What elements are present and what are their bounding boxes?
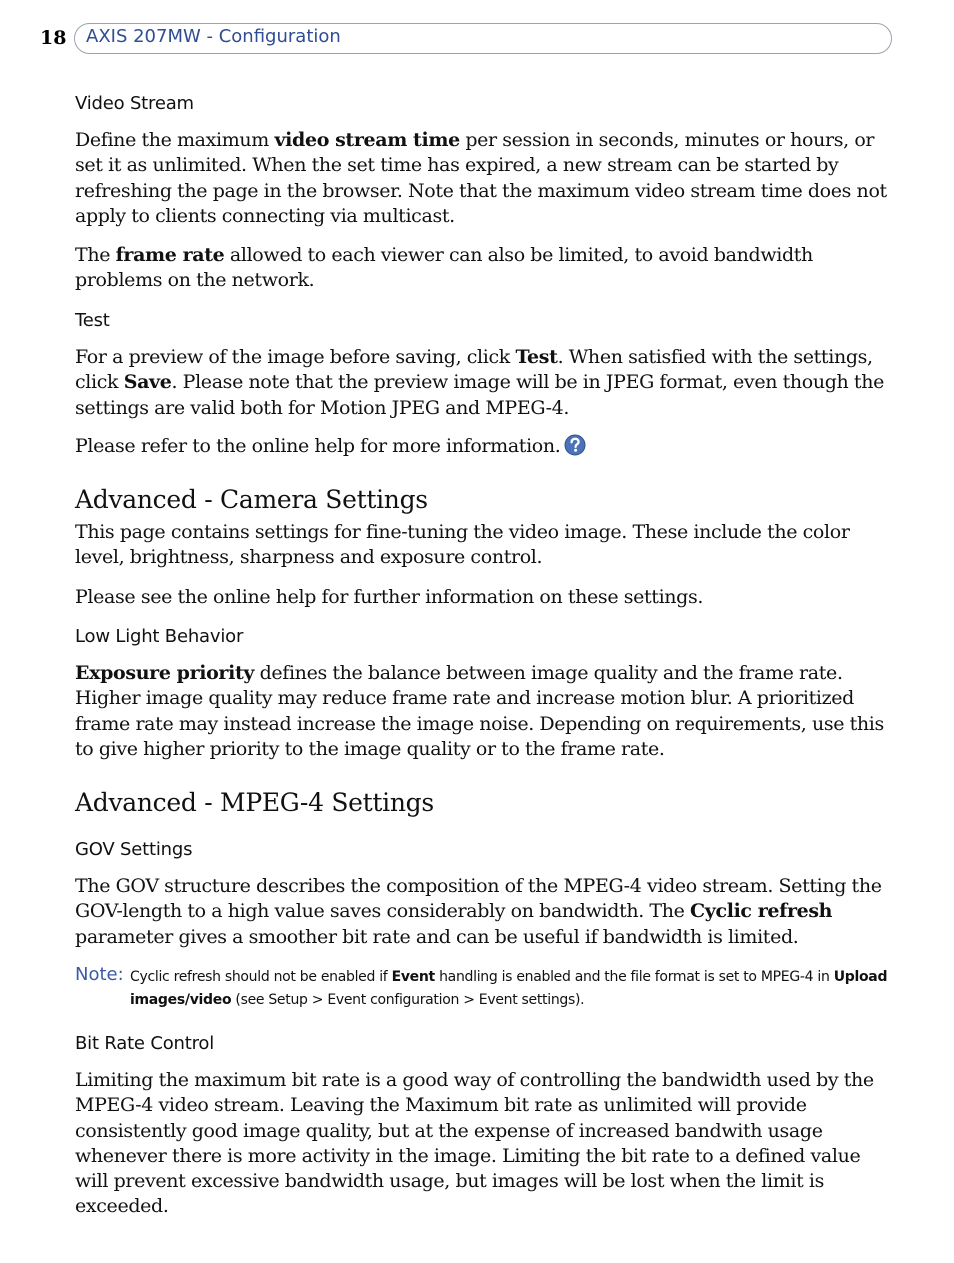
page-number: 18 bbox=[40, 27, 67, 49]
video-stream-heading: Video Stream bbox=[75, 93, 194, 114]
video-stream-paragraph-1: Define the maximum video stream time per session in seconds, minutes or hours, or set it as unlimited. When the set time has expired, a new stream can be started by refreshing the page in the browser. Note that the maximum video stream time does not apply to clients connecting via multicast. bbox=[75, 129, 887, 227]
video-stream-paragraph-2: The frame rate allowed to each viewer can also be limited, to avoid bandwidth problems on the network. bbox=[75, 244, 813, 292]
low-light-paragraph: Exposure priority defines the balance between image quality and the frame rate. Higher image quality may reduce frame rate and increase motion blur. A prioritized frame rate may instead increase the image noise. Depending on requirements, use this to give higher priority to the image quality or to the frame rate. bbox=[75, 662, 884, 760]
bit-rate-heading: Bit Rate Control bbox=[75, 1033, 214, 1054]
low-light-heading: Low Light Behavior bbox=[75, 626, 244, 647]
question-mark-help-icon[interactable] bbox=[564, 434, 586, 456]
test-paragraph-1: For a preview of the image before saving, click Test. When satisfied with the settings, click Save. Please note that the preview image will be in JPEG format, even though the settings are valid both for Motion JPEG and MPEG-4. bbox=[75, 346, 884, 419]
bit-rate-paragraph: Limiting the maximum bit rate is a good way of controlling the bandwidth used by the MPEG-4 video stream. Leaving the Maximum bit rate as unlimited will provide consistently good image quality, but at the expense of increased bandwith usage whenever there is more activity in the image. Limiting the bit rate to a defined value will prevent excessive bandwidth usage, but images will be lost when the limit is exceeded. bbox=[75, 1069, 874, 1218]
note-label: Note: bbox=[75, 964, 124, 985]
header-title: AXIS 207MW - Configuration bbox=[86, 26, 341, 47]
note-text: Cyclic refresh should not be enabled if Event handling is enabled and the file format is set to MPEG-4 in Upload images/video (see Setup > Event configuration > Event settings). bbox=[130, 969, 888, 1008]
camera-settings-paragraph-1: This page contains settings for fine-tuning the video image. These include the color level, brightness, sharpness and exposure control. bbox=[75, 521, 850, 569]
test-paragraph-2: Please refer to the online help for more information. bbox=[75, 434, 890, 459]
camera-settings-paragraph-2: Please see the online help for further information on these settings. bbox=[75, 586, 704, 608]
gov-settings-paragraph: The GOV structure describes the composition of the MPEG-4 video stream. Setting the GOV-length to a high value saves considerably on bandwidth. The Cyclic refresh parameter gives a smoother bit rate and can be useful if bandwidth is limited. bbox=[75, 875, 882, 948]
test-heading: Test bbox=[75, 310, 110, 331]
gov-settings-heading: GOV Settings bbox=[75, 839, 193, 860]
camera-settings-heading: Advanced - Camera Settings bbox=[75, 485, 428, 514]
header-bar bbox=[74, 23, 892, 54]
mpeg4-settings-heading: Advanced - MPEG-4 Settings bbox=[75, 788, 434, 817]
